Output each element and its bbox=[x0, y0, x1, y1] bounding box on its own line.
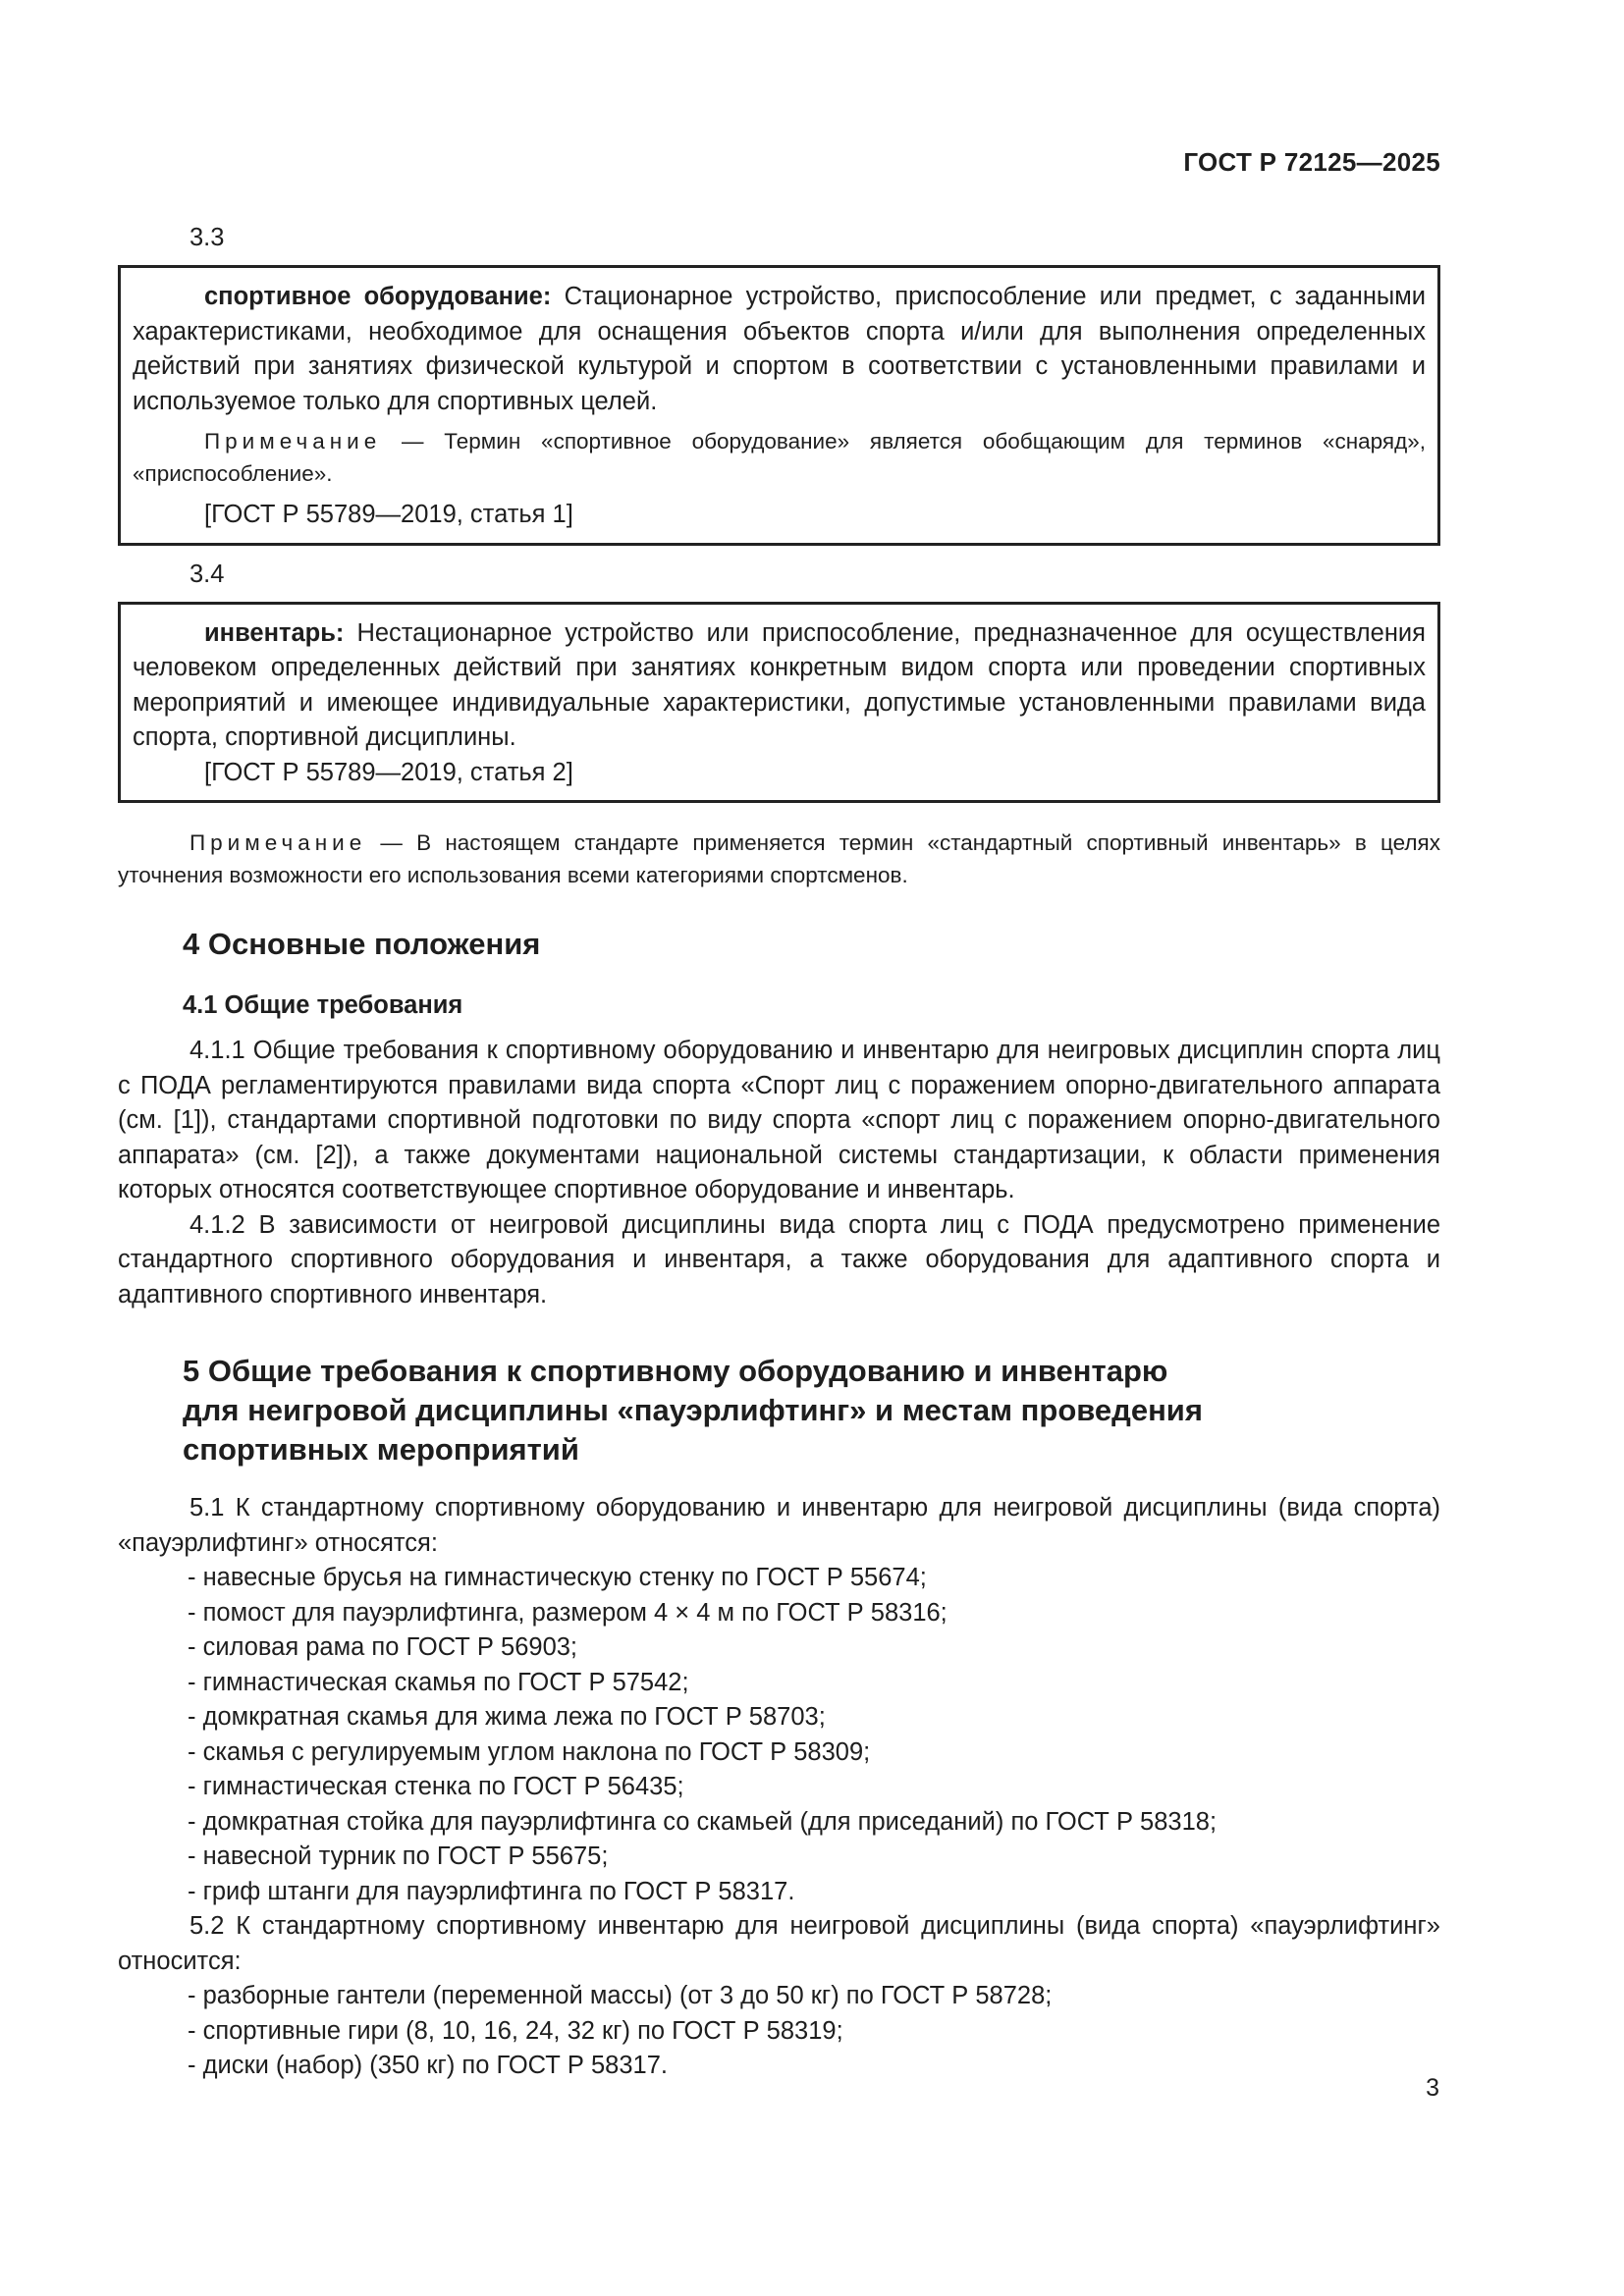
term-number: 3.4 bbox=[189, 560, 225, 588]
section-4-title: 4 Основные положения bbox=[183, 927, 541, 961]
paragraph-5-1: 5.1 К стандартному спортивному оборудованию и инвентарю для неигровой дисциплины (вида спорта) «пауэрлифтинг» относятся: bbox=[118, 1494, 1440, 1557]
note-text: — В настоящем стандарте применяется термин «стандартный спортивный инвентарь» в целях уточнения возможности его использования всеми категориями спортсменов. bbox=[118, 830, 1440, 887]
list-item: - гимнастическая скамья по ГОСТ Р 57542; bbox=[188, 1668, 689, 1696]
list-item: - домкратная скамья для жима лежа по ГОСТ Р 58703; bbox=[188, 1703, 826, 1731]
term-name: инвентарь: bbox=[204, 618, 345, 647]
term-source: [ГОСТ Р 55789—2019, статья 1] bbox=[204, 501, 573, 528]
definition-text: Нестационарное устройство или приспособление, предназначенное для осуществления человеком определенных действий при занятиях конкретным видом спорта или проведении спортивных мероприятий и имеющее индивидуальные характеристики, допустимые установленными правилами вида спорта, спортивной дисциплины. bbox=[133, 618, 1426, 751]
list-item: - разборные гантели (переменной массы) (от 3 до 50 кг) по ГОСТ Р 58728; bbox=[188, 1982, 1053, 2009]
note-text: — Термин «спортивное оборудование» является обобщающим для терминов «снаряд», «приспособление». bbox=[133, 429, 1426, 486]
list-item: - домкратная стойка для пауэрлифтинга со скамьей (для приседаний) по ГОСТ Р 58318; bbox=[188, 1807, 1218, 1836]
general-note bbox=[118, 827, 1440, 891]
equipment-list bbox=[118, 1561, 1440, 1909]
list-item: - помост для пауэрлифтинга, размером 4 × 4 м по ГОСТ Р 58316; bbox=[188, 1598, 947, 1627]
definition-text: Стационарное устройство, приспособление или предмет, с заданными характеристиками, необходимое для оснащения объектов спорта и/или для выполнения определенных действий при занятиях физической культурой и спортом в соответствии с установленными правилами и используемое только для спортивных целей. bbox=[133, 283, 1427, 415]
note-label: Примечание bbox=[204, 429, 382, 454]
term-name: спортивное оборудование: bbox=[204, 283, 552, 310]
list-item: - скамья с регулируемым углом наклона по ГОСТ Р 58309; bbox=[188, 1737, 871, 1766]
paragraph-5-2: 5.2 К стандартному спортивному инвентарю для неигровой дисциплины (вида спорта) «пауэрлифтинг» относится: bbox=[118, 1912, 1440, 1975]
term-source: [ГОСТ Р 55789—2019, статья 2] bbox=[204, 758, 573, 786]
term-definition bbox=[133, 616, 1426, 756]
section-5-title bbox=[118, 1352, 1440, 1469]
term-box-inventory bbox=[118, 602, 1440, 804]
list-item: - навесные брусья на гимнастическую стенку по ГОСТ Р 55674; bbox=[188, 1564, 927, 1591]
term-box-sports-equipment bbox=[118, 265, 1440, 546]
list-item: - гимнастическая стенка по ГОСТ Р 56435; bbox=[188, 1773, 684, 1800]
section-5-title-line: спортивных мероприятий bbox=[183, 1432, 579, 1467]
section-5-title-line: 5 Общие требования к спортивному оборудованию и инвентарю bbox=[183, 1354, 1168, 1388]
list-item: - диски (набор) (350 кг) по ГОСТ Р 58317. bbox=[188, 2052, 668, 2079]
document-id-header: ГОСТ Р 72125—2025 bbox=[1183, 147, 1440, 177]
term-definition bbox=[133, 280, 1426, 419]
page-number: 3 bbox=[1426, 2074, 1439, 2102]
list-item: - гриф штанги для пауэрлифтинга по ГОСТ Р 58317. bbox=[188, 1877, 795, 1905]
page-content bbox=[118, 221, 1440, 2084]
list-item: - силовая рама по ГОСТ Р 56903; bbox=[188, 1633, 578, 1661]
term-note bbox=[133, 425, 1426, 490]
section-5-title-line: для неигровой дисциплины «пауэрлифтинг» и местам проведения bbox=[183, 1393, 1203, 1427]
inventory-list bbox=[118, 1979, 1440, 2084]
term-number: 3.3 bbox=[189, 224, 225, 251]
paragraph-4-1-2: 4.1.2 В зависимости от неигровой дисциплины вида спорта лиц с ПОДА предусмотрено применение стандартного спортивного оборудования и инвентаря, а также оборудования для адаптивного спорта и адаптивного спортивного инвентаря. bbox=[118, 1210, 1440, 1308]
paragraph-4-1-1: 4.1.1 Общие требования к спортивному оборудованию и инвентарю для неигровых дисциплин спорта лиц с ПОДА регламентируются правилами вида спорта «Спорт лиц с поражением опорно-двигательного аппарата (см. [1]), стандартами спортивной подготовки по виду спорта «спорт лиц с поражением опорно-двигательного аппарата» (см. [2]), а также документами национальной системы стандартизации, к области применения которых относятся соответствующее спортивное оборудование и инвентарь. bbox=[118, 1037, 1440, 1203]
subsection-4-1-title: 4.1 Общие требования bbox=[183, 991, 463, 1019]
note-label: Примечание bbox=[189, 830, 367, 855]
list-item: - навесной турник по ГОСТ Р 55675; bbox=[188, 1842, 609, 1870]
list-item: - спортивные гири (8, 10, 16, 24, 32 кг) по ГОСТ Р 58319; bbox=[188, 2016, 843, 2045]
